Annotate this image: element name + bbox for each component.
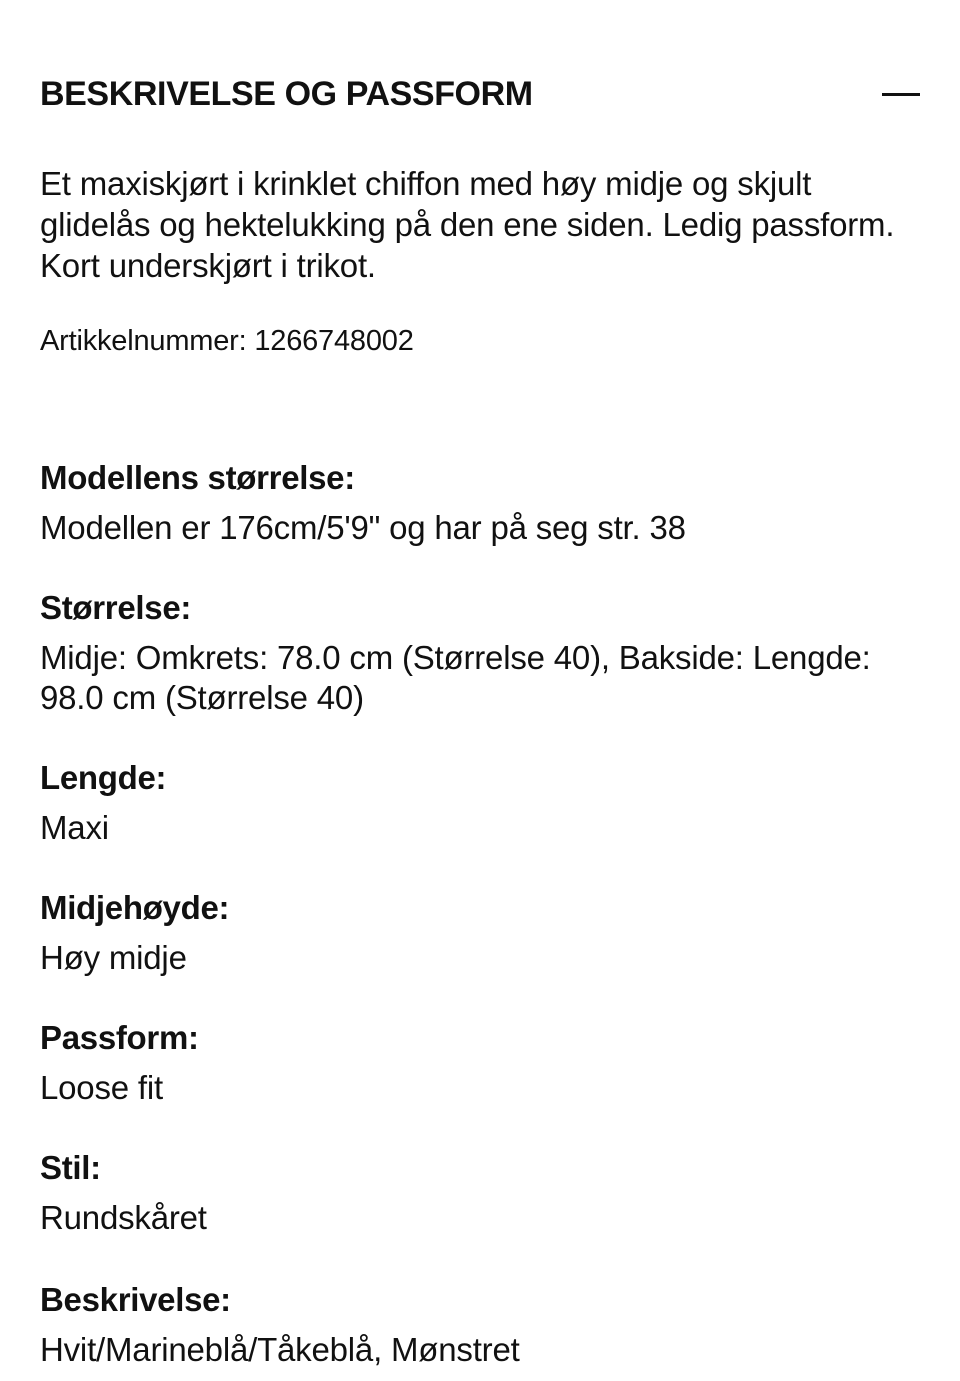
spec-fit <box>40 1018 920 1108</box>
spec-value: Rundskåret <box>40 1199 207 1236</box>
spec-label: Lengde: <box>40 759 167 796</box>
article-number: Artikkelnummer: 1266748002 <box>40 325 414 357</box>
spec-value: Midje: Omkrets: 78.0 cm (Størrelse 40), Bakside: Lengde: 98.0 cm (Størrelse 40) <box>40 639 871 716</box>
product-description: Et maxiskjørt i krinklet chiffon med høy midje og skjult glidelås og hektelukking på den ene siden. Ledig passform. Kort underskjørt i trikot. <box>40 165 895 284</box>
spec-value: Modellen er 176cm/5'9" og har på seg str. 38 <box>40 509 686 546</box>
spec-label: Passform: <box>40 1019 199 1056</box>
accordion-header[interactable] <box>40 72 920 116</box>
section-title: BESKRIVELSE OG PASSFORM <box>40 75 533 113</box>
spec-waist-height <box>40 888 920 978</box>
spec-label: Modellens størrelse: <box>40 459 355 496</box>
spec-length <box>40 758 920 848</box>
spec-style <box>40 1148 920 1238</box>
spec-value: Maxi <box>40 809 109 846</box>
spec-value: Hvit/Marineblå/Tåkeblå, Mønstret <box>40 1331 520 1368</box>
spec-size <box>40 588 920 718</box>
spec-model-size <box>40 458 920 548</box>
spec-label: Stil: <box>40 1149 101 1186</box>
spec-value: Høy midje <box>40 939 187 976</box>
spec-label: Beskrivelse: <box>40 1281 231 1318</box>
spec-color-description <box>40 1280 920 1370</box>
minus-icon[interactable] <box>880 72 920 116</box>
spec-label: Midjehøyde: <box>40 889 230 926</box>
spec-value: Loose fit <box>40 1069 163 1106</box>
spec-label: Størrelse: <box>40 589 192 626</box>
